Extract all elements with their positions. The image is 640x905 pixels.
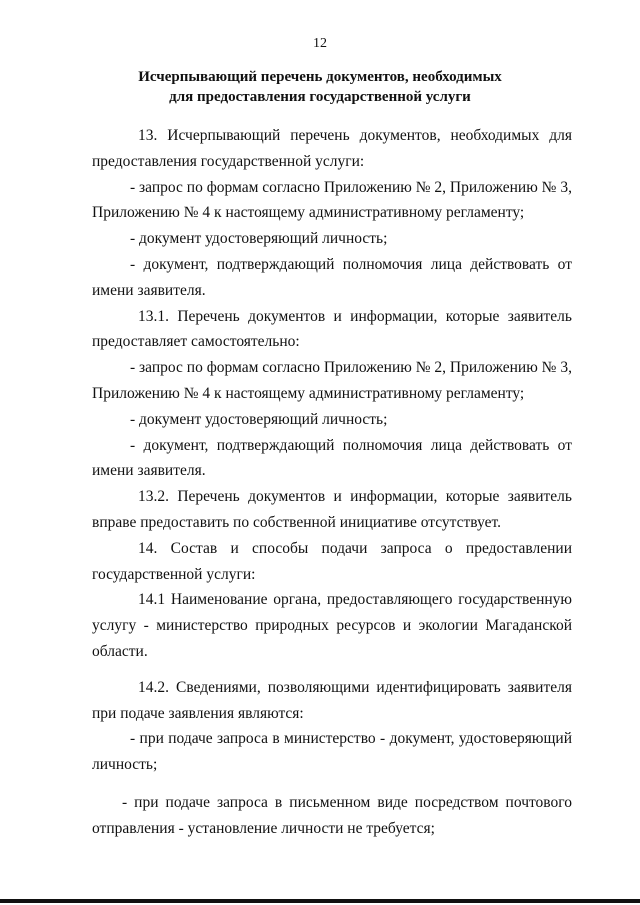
paragraph-13: 13. Исчерпывающий перечень документов, необходимых для предоставления государственной услуги: [92, 127, 572, 170]
paragraph-14: 14. Состав и способы подачи запроса о предоставлении государственной услуги: [92, 539, 572, 583]
heading-line-2: для предоставления государственной услуги [169, 89, 471, 105]
list-item-ministry-request: - при подаче запроса в министерство - документ, удостоверяющий личность; [92, 730, 572, 774]
list-item-identity-document-2: - документ удостоверяющий личность; [130, 410, 388, 428]
list-item-request-forms: - запрос по формам согласно Приложению № 2, Приложению № 3, Приложению № 4 к настоящему административному регламенту; [92, 178, 572, 222]
list-item-identity-document: - документ удостоверяющий личность; [130, 230, 388, 248]
list-item-authority-document-2: - документ, подтверждающий полномочия лица действовать от имени заявителя. [92, 436, 572, 480]
document-body [92, 123, 572, 842]
scan-bottom-edge [0, 899, 640, 903]
paragraph-13-2: 13.2. Перечень документов и информации, которые заявитель вправе предоставить по собственной инициативе отсутствует. [92, 488, 572, 531]
list-item-authority-document: - документ, подтверждающий полномочия лица действовать от имени заявителя. [92, 255, 572, 299]
list-item-postal-request: - при подаче запроса в письменном виде посредством почтового отправления - установление личности не требуется; [92, 793, 572, 837]
paragraph-14-2: 14.2. Сведениями, позволяющими идентифицировать заявителя при подаче заявления являются: [92, 678, 572, 722]
heading-line-1: Исчерпывающий перечень документов, необходимых [138, 69, 502, 85]
section-heading [0, 67, 640, 107]
page-number: 12 [313, 36, 327, 51]
paragraph-14-1: 14.1 Наименование органа, предоставляющего государственную услугу - министерство природных ресурсов и экологии Магаданской области. [92, 591, 572, 660]
list-item-request-forms-2: - запрос по формам согласно Приложению № 2, Приложению № 3, Приложению № 4 к настоящему административному регламенту; [92, 359, 572, 402]
paragraph-13-1: 13.1. Перечень документов и информации, которые заявитель предоставляет самостоятельно: [92, 307, 572, 351]
